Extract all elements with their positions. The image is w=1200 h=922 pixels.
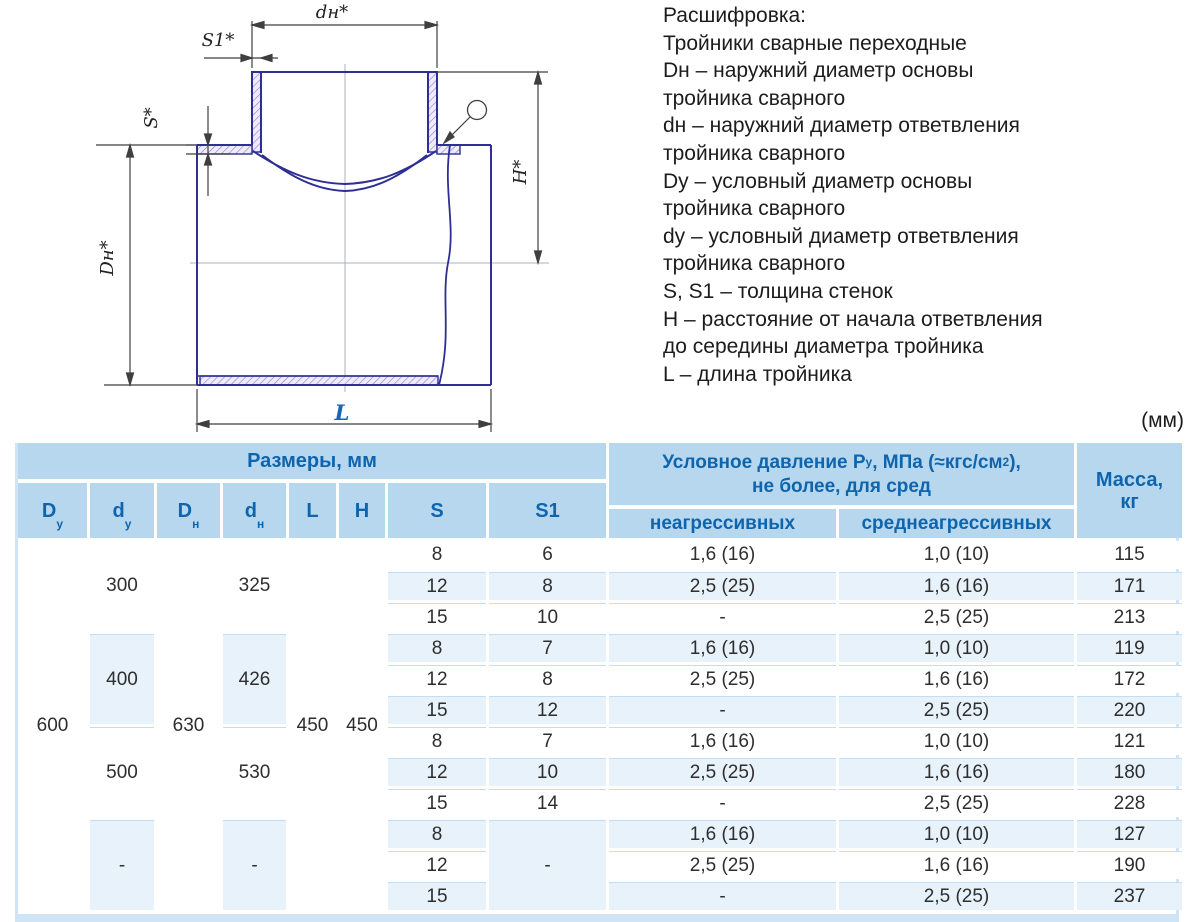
- cell-s1-merged: -: [489, 820, 606, 910]
- dim-label-l: L: [334, 400, 350, 425]
- legend-line: тройника сварного: [663, 197, 846, 221]
- cell-pressure-mid: 1,0 (10): [839, 541, 1074, 569]
- cell-dn-group: 325: [223, 541, 286, 631]
- legend-line: Dy – условный диаметр основы: [663, 169, 973, 193]
- col-header-sub: н: [192, 517, 200, 531]
- cell-pressure-mid: 1,0 (10): [839, 634, 1074, 662]
- cell-s: 8: [388, 541, 486, 569]
- cell-mass: 119: [1077, 634, 1182, 662]
- cell-pressure-mid: 2,5 (25): [839, 882, 1074, 910]
- cell-Dy-span: 600: [18, 541, 87, 910]
- cell-dy-group: 400: [90, 634, 154, 724]
- spec-table: [15, 443, 1179, 922]
- cell-pressure-mid: 2,5 (25): [839, 603, 1074, 631]
- col-header-main: d: [244, 499, 257, 522]
- cell-s1: 7: [489, 634, 606, 662]
- cell-mass: 220: [1077, 696, 1182, 724]
- cell-pressure-non: 1,6 (16): [609, 541, 836, 569]
- col-header-sub: н: [256, 517, 265, 531]
- col-header-main: S1: [535, 499, 560, 522]
- dim-label-Dn: Dн*: [97, 240, 118, 276]
- cell-s: 8: [388, 727, 486, 755]
- cell-dy-group: 300: [90, 541, 154, 631]
- cell-s1: 6: [489, 541, 606, 569]
- technical-drawing: [85, 0, 560, 440]
- table-bottom-strip: [18, 914, 1176, 922]
- table-body: [18, 541, 1182, 910]
- cell-mass: 127: [1077, 820, 1182, 848]
- pressure-text: Условное давление P: [662, 452, 866, 473]
- cell-Dn-span: 630: [157, 541, 220, 910]
- dim-label-dn: dн*: [315, 2, 349, 23]
- col-header-dy: [90, 483, 154, 538]
- cell-s: 12: [388, 758, 486, 786]
- legend-line: до середины диаметра тройника: [663, 335, 984, 359]
- col-header-H: [339, 483, 385, 538]
- col-header-S1: [489, 483, 606, 538]
- cell-s1: 10: [489, 758, 606, 786]
- legend-line: Тройники сварные переходные: [663, 31, 967, 55]
- cell-mass: 115: [1077, 541, 1182, 569]
- cell-pressure-mid: 2,5 (25): [839, 789, 1074, 817]
- col-header-main: d: [112, 499, 125, 522]
- cell-pressure-mid: 1,6 (16): [839, 665, 1074, 693]
- weld-callout-circle: [468, 101, 487, 120]
- cell-pressure-mid: 1,6 (16): [839, 572, 1074, 600]
- cell-pressure-non: -: [609, 882, 836, 910]
- dim-label-s: S*: [141, 107, 162, 129]
- cell-s1: 8: [489, 665, 606, 693]
- header-sizes-group: Размеры, мм: [18, 443, 606, 479]
- cell-pressure-mid: 1,0 (10): [839, 820, 1074, 848]
- cell-dn-group: 530: [223, 727, 286, 817]
- cell-s: 15: [388, 603, 486, 631]
- cell-pressure-non: 2,5 (25): [609, 851, 836, 879]
- cell-s1: 8: [489, 572, 606, 600]
- cell-pressure-non: 1,6 (16): [609, 820, 836, 848]
- col-header-L: [289, 483, 336, 538]
- cell-mass: 213: [1077, 603, 1182, 631]
- legend-line: тройника сварного: [663, 86, 846, 110]
- cell-dy-group: 500: [90, 727, 154, 817]
- cell-dn-group: -: [223, 820, 286, 910]
- pressure-sup: 2: [1002, 454, 1010, 469]
- col-header-midaggressive: среднеагрессивных: [839, 509, 1074, 538]
- pressure-sub: у: [865, 454, 873, 469]
- col-header-S: [388, 483, 486, 538]
- pressure-text-line2: не более, для сред: [752, 475, 931, 497]
- col-header-main: L: [306, 499, 319, 522]
- cell-s: 8: [388, 634, 486, 662]
- legend: [663, 2, 1198, 388]
- col-header-Dy: [18, 483, 87, 538]
- mass-label-line1: Масса,: [1095, 468, 1164, 491]
- cell-dn-group: 426: [223, 634, 286, 724]
- pressure-text: , МПа (≈кгс/см: [872, 452, 1003, 473]
- legend-line: тройника сварного: [663, 141, 846, 165]
- cell-pressure-mid: 2,5 (25): [839, 696, 1074, 724]
- cell-pressure-non: 1,6 (16): [609, 727, 836, 755]
- cell-mass: 171: [1077, 572, 1182, 600]
- cell-s1: 7: [489, 727, 606, 755]
- cell-pressure-non: 2,5 (25): [609, 758, 836, 786]
- cell-s: 12: [388, 665, 486, 693]
- col-header-mass: [1077, 443, 1182, 538]
- cell-pressure-non: 1,6 (16): [609, 634, 836, 662]
- legend-line: S, S1 – толщина стенок: [663, 279, 893, 303]
- cell-pressure-mid: 1,6 (16): [839, 758, 1074, 786]
- dim-label-s1: S1*: [201, 30, 235, 51]
- legend-line: dн – наружний диаметр ответвления: [663, 114, 1020, 138]
- cell-H-span: 450: [339, 541, 385, 910]
- cell-pressure-non: -: [609, 789, 836, 817]
- cell-mass: 190: [1077, 851, 1182, 879]
- dim-label-h: H*: [510, 159, 531, 185]
- table-header: [18, 443, 1182, 538]
- cell-pressure-non: 2,5 (25): [609, 572, 836, 600]
- pipe-wall-hatching: [197, 72, 460, 385]
- legend-line: dy – условный диаметр ответвления: [663, 224, 1019, 248]
- pressure-text: ),: [1009, 452, 1021, 473]
- cell-mass: 121: [1077, 727, 1182, 755]
- legend-line: Dн – наружний диаметр основы: [663, 59, 974, 83]
- mass-label-line2: кг: [1120, 490, 1139, 513]
- cell-L-span: 450: [289, 541, 336, 910]
- dimension-lines: [96, 21, 548, 432]
- legend-line: H – расстояние от начала ответвления: [663, 307, 1043, 331]
- header-pressure-group: [609, 443, 1074, 505]
- cell-s: 15: [388, 696, 486, 724]
- col-header-main: H: [354, 499, 370, 522]
- tee-outline: [197, 72, 491, 385]
- break-line: [439, 145, 451, 385]
- col-header-main: D: [177, 499, 193, 522]
- cell-pressure-non: 2,5 (25): [609, 665, 836, 693]
- cell-s: 8: [388, 820, 486, 848]
- cell-s1: 12: [489, 696, 606, 724]
- cell-pressure-non: -: [609, 696, 836, 724]
- cell-dy-group: -: [90, 820, 154, 910]
- cell-mass: 237: [1077, 882, 1182, 910]
- cell-s1: 10: [489, 603, 606, 631]
- cell-s: 12: [388, 851, 486, 879]
- cell-mass: 180: [1077, 758, 1182, 786]
- col-header-sub: у: [124, 517, 132, 531]
- cell-s: 15: [388, 789, 486, 817]
- units-note: (мм): [1141, 409, 1184, 432]
- cell-s: 12: [388, 572, 486, 600]
- legend-line: тройника сварного: [663, 252, 846, 276]
- col-header-nonaggressive: неагрессивных: [609, 509, 836, 538]
- centerlines: [190, 64, 549, 392]
- legend-line: L – длина тройника: [663, 362, 852, 386]
- col-header-main: S: [430, 499, 444, 522]
- col-header-sub: у: [56, 517, 64, 531]
- cell-pressure-mid: 1,0 (10): [839, 727, 1074, 755]
- col-header-main: D: [41, 499, 57, 522]
- cell-mass: 228: [1077, 789, 1182, 817]
- cell-s1: 14: [489, 789, 606, 817]
- cell-s: 15: [388, 882, 486, 910]
- legend-line: Расшифровка:: [663, 4, 807, 27]
- cell-mass: 172: [1077, 665, 1182, 693]
- col-header-dn: [223, 483, 286, 538]
- cell-pressure-non: -: [609, 603, 836, 631]
- col-header-Dn: [157, 483, 220, 538]
- cell-pressure-mid: 1,6 (16): [839, 851, 1074, 879]
